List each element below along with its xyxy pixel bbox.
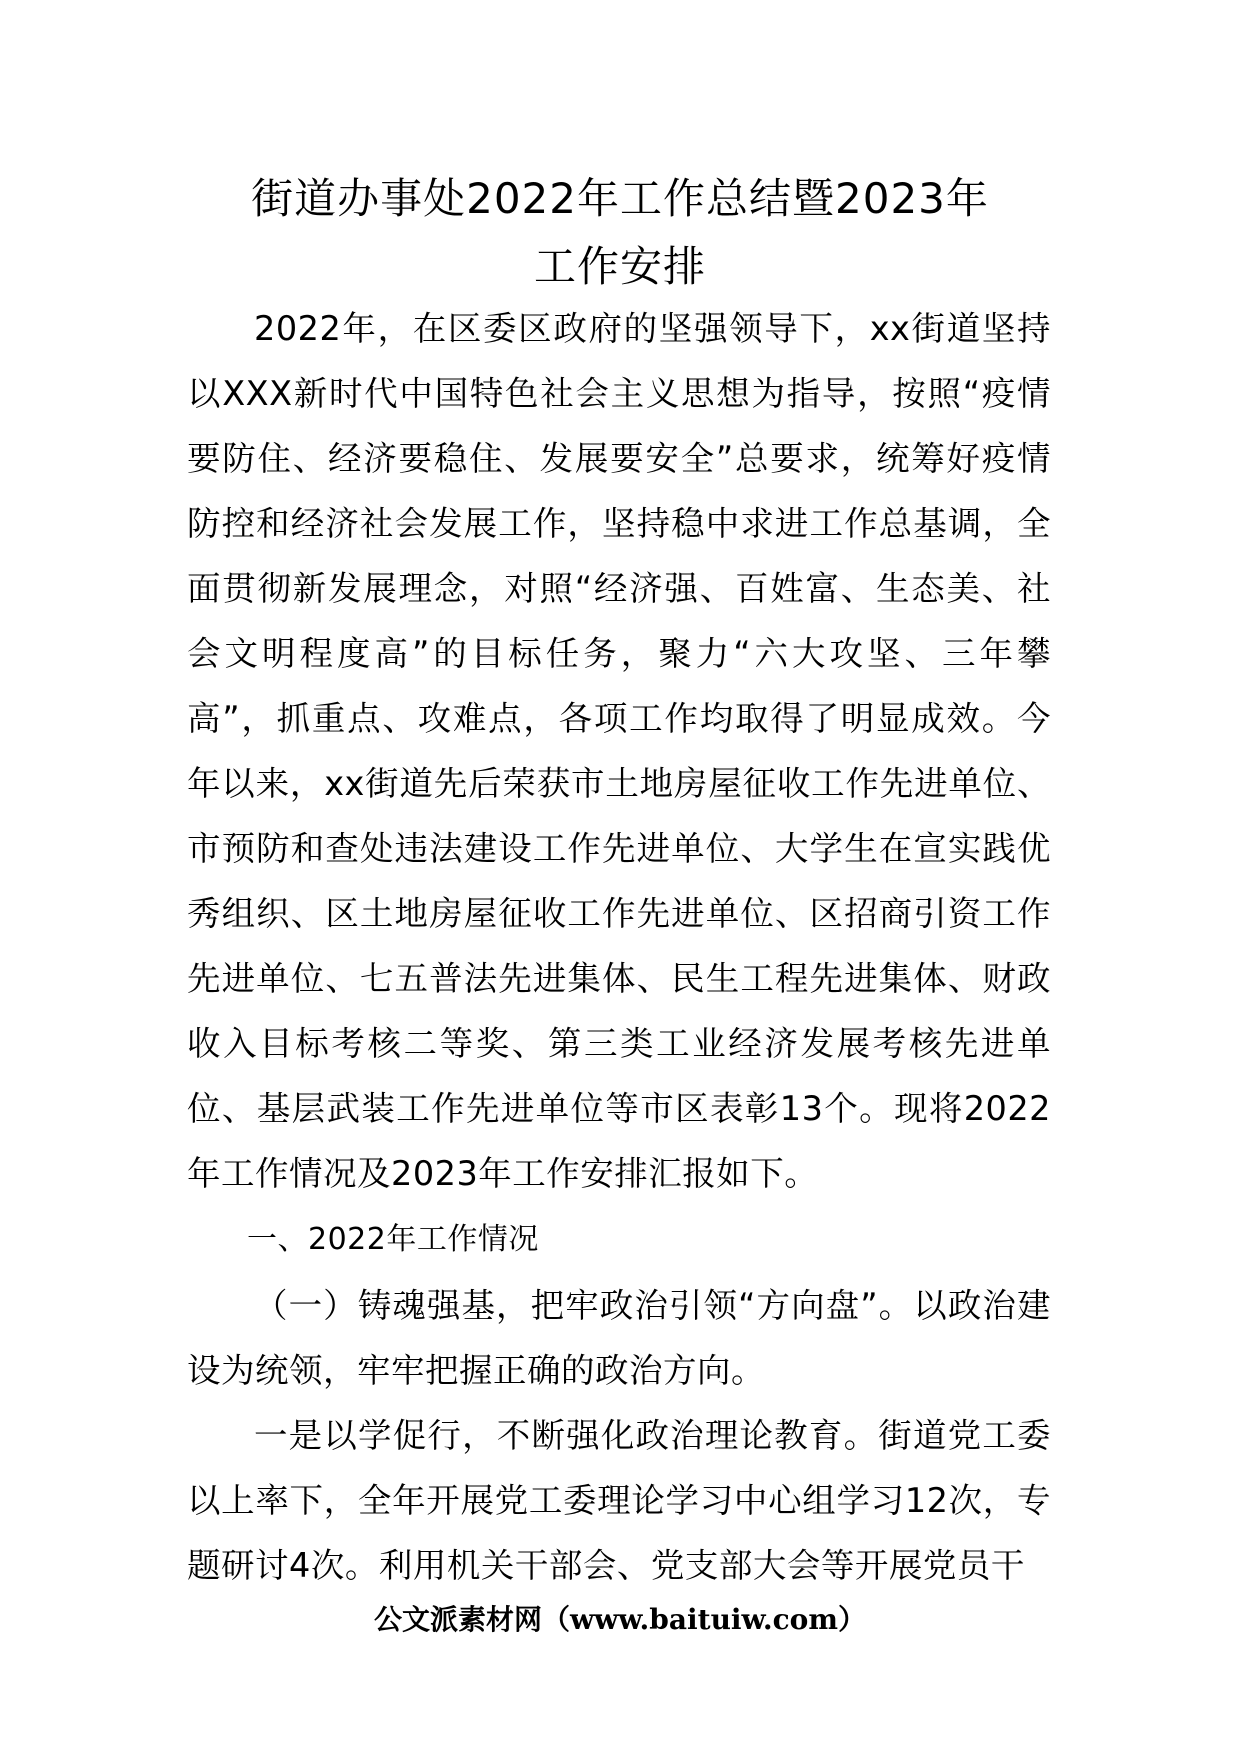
document-body <box>187 296 1051 1598</box>
document-title-line-1: 街道办事处2022年工作总结暨2023年 <box>251 174 989 223</box>
section-heading-work-2022: 一、2022年工作情况 <box>247 1222 539 1257</box>
document-title-line-2: 工作安排 <box>533 242 706 291</box>
point-paragraph-1: 一是以学促行，不断强化政治理论教育。街道党工委以上率下，全年开展党工委理论学习中心组学习12次，专题研讨4次。利用机关干部会、党支部大会等开展党员干 <box>187 1416 1051 1585</box>
footer-watermark: 公文派素材网（www.baituiw.com） <box>374 1603 866 1636</box>
subsection-paragraph-1: （一）铸魂强基，把牢政治引领“方向盘”。以政治建设为统领，牢牢把握正确的政治方向。 <box>187 1286 1051 1390</box>
intro-paragraph: 2022年，在区委区政府的坚强领导下，xx街道坚持以XXX新时代中国特色社会主义思想为指导，按照“疫情要防住、经济要稳住、发展要安全”总要求，统筹好疫情防控和经济社会发展工作，坚持稳中求进工作总基调，全面贯彻新发展理念，对照“经济强、百姓富、生态美、社会文明程度高”的目标任务，聚力“六大攻坚、三年攀高”，抓重点、攻难点，各项工作均取得了明显成效。今年以来，xx街道先后荣获市土地房屋征收工作先进单位、市预防和查处违法建设工作先进单位、大学生在宣实践优秀组织、区土地房屋征收工作先进单位、区招商引资工作先进单位、七五普法先进集体、民生工程先进集体、财政收入目标考核二等奖、第三类工业经济发展考核先进单位、基层武装工作先进单位等市区表彰13个。现将2022年工作情况及2023年工作安排汇报如下。 <box>187 309 1051 1193</box>
